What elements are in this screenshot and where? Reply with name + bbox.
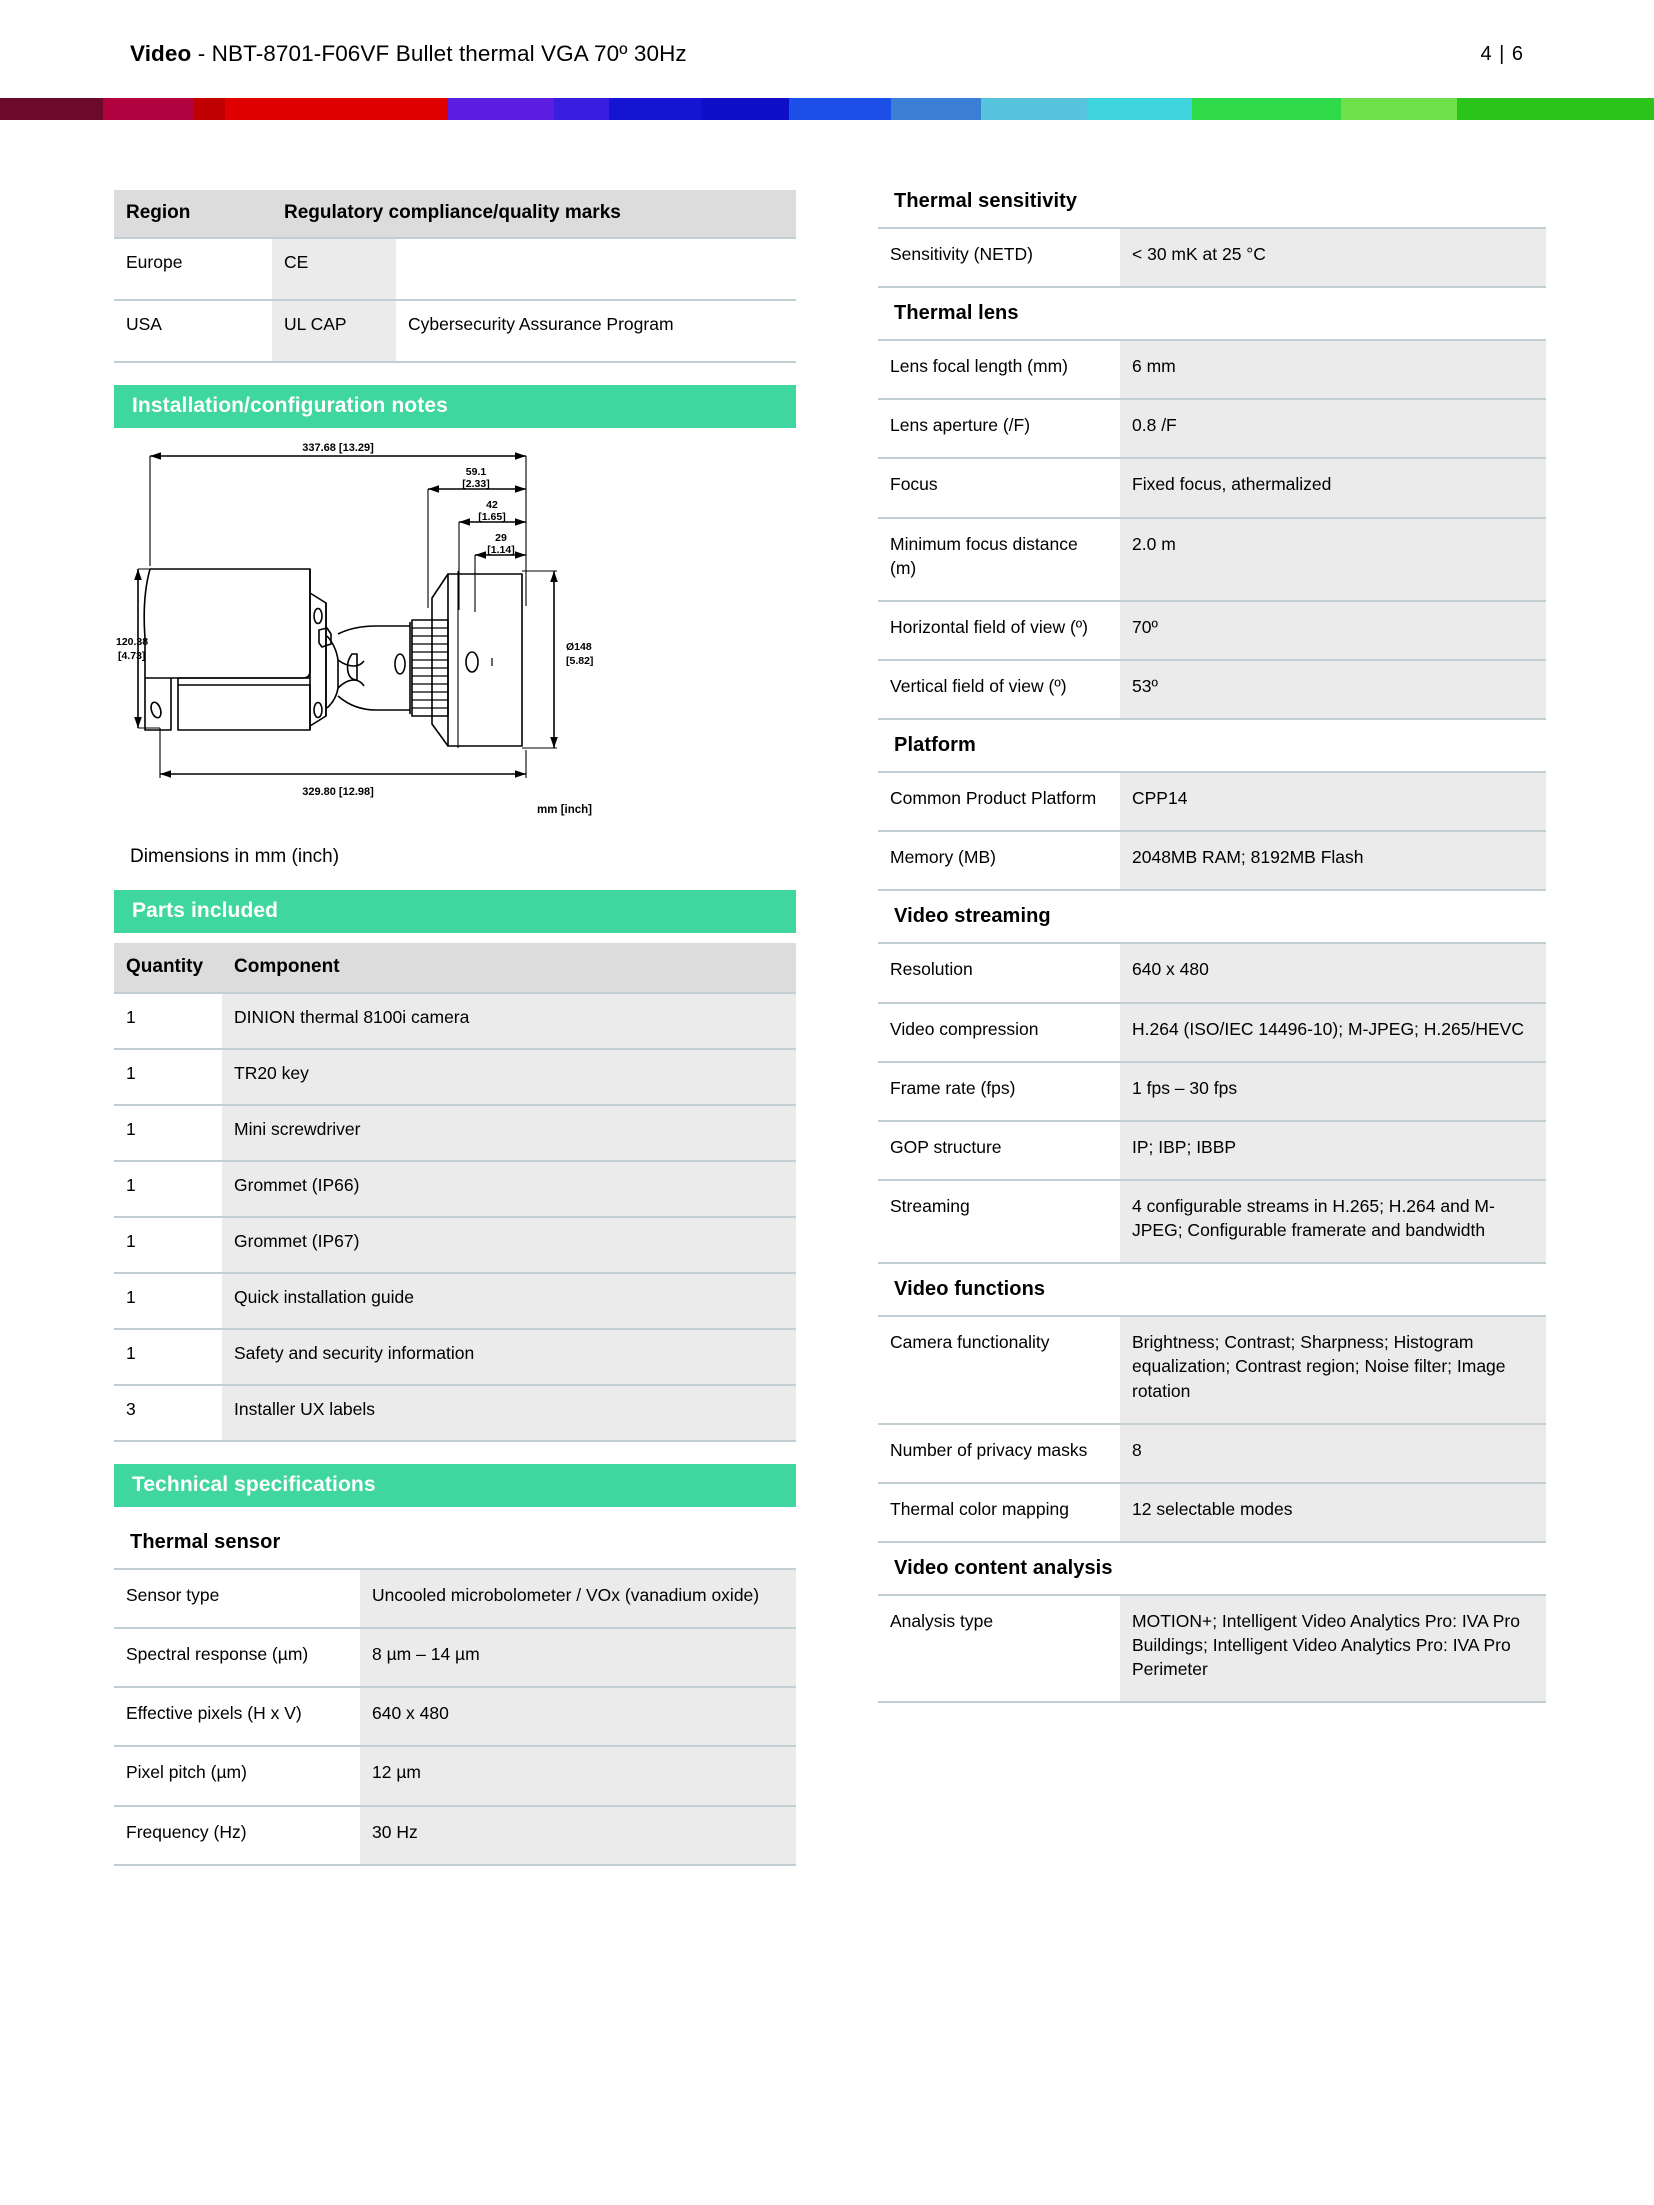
cell-quantity: 1 bbox=[114, 1161, 222, 1217]
table-row bbox=[114, 1217, 796, 1273]
dim-bottom-label: 329.80 [12.98] bbox=[302, 786, 374, 798]
spec-label: Common Product Platform bbox=[878, 772, 1120, 831]
cell-mark: CE bbox=[272, 238, 396, 300]
spec-value: 8 µm – 14 µm bbox=[360, 1628, 796, 1687]
page-title-rest: - NBT-8701-F06VF Bullet thermal VGA 70º 30Hz bbox=[191, 41, 687, 66]
dim-left-label-2: [4.73] bbox=[118, 650, 146, 662]
cell-region: USA bbox=[114, 300, 272, 362]
spec-value: 0.8 /F bbox=[1120, 399, 1546, 458]
cell-quantity: 3 bbox=[114, 1385, 222, 1441]
spec-value: 640 x 480 bbox=[1120, 943, 1546, 1002]
table-row bbox=[114, 1746, 796, 1805]
table-header-row bbox=[114, 190, 796, 238]
spec-value: 1 fps – 30 fps bbox=[1120, 1062, 1546, 1121]
table-row bbox=[114, 1385, 796, 1441]
table-row bbox=[114, 1569, 796, 1628]
section-banner-parts: Parts included bbox=[114, 890, 796, 933]
spec-value: 2.0 m bbox=[1120, 518, 1546, 601]
spec-label: Streaming bbox=[878, 1180, 1120, 1263]
table-row bbox=[878, 1062, 1546, 1121]
spec-label: Spectral response (µm) bbox=[114, 1628, 360, 1687]
cell-component: Mini screwdriver bbox=[222, 1105, 796, 1161]
col-header-region: Region bbox=[114, 190, 272, 238]
spec-label: Lens aperture (/F) bbox=[878, 399, 1120, 458]
subheading-thermal-sensor: Thermal sensor bbox=[130, 1531, 281, 1553]
table-row bbox=[878, 399, 1546, 458]
spec-value: H.264 (ISO/IEC 14496-10); M-JPEG; H.265/HEVC bbox=[1120, 1003, 1546, 1062]
table-row bbox=[878, 831, 1546, 890]
camera-dimension-drawing bbox=[114, 438, 796, 828]
spec-label: Video compression bbox=[878, 1003, 1120, 1062]
thermal-sensor-table bbox=[114, 1568, 796, 1866]
spec-value: 70º bbox=[1120, 601, 1546, 660]
spec-label: Lens focal length (mm) bbox=[878, 340, 1120, 399]
cell-component: Installer UX labels bbox=[222, 1385, 796, 1441]
table-row bbox=[114, 1628, 796, 1687]
table-row bbox=[878, 1316, 1546, 1423]
video-content-analysis-table bbox=[878, 1594, 1546, 1703]
parts-included-table bbox=[114, 943, 796, 1442]
thermal-lens-table bbox=[878, 339, 1546, 720]
platform-table bbox=[878, 771, 1546, 891]
table-header-row bbox=[114, 943, 796, 993]
cell-component: Grommet (IP66) bbox=[222, 1161, 796, 1217]
spec-label: Resolution bbox=[878, 943, 1120, 1002]
subheading-platform: Platform bbox=[894, 734, 976, 757]
spec-value: Fixed focus, athermalized bbox=[1120, 458, 1546, 517]
table-row bbox=[878, 772, 1546, 831]
dim-c-label-2: [1.14] bbox=[487, 544, 515, 556]
table-row bbox=[878, 1121, 1546, 1180]
dim-b-label-1: 42 bbox=[486, 499, 498, 511]
dim-right-label-1: Ø148 bbox=[566, 641, 592, 653]
spec-label: Focus bbox=[878, 458, 1120, 517]
cell-component: DINION thermal 8100i camera bbox=[222, 993, 796, 1049]
spec-label: Sensor type bbox=[114, 1569, 360, 1628]
video-streaming-table bbox=[878, 942, 1546, 1264]
cell-component: Grommet (IP67) bbox=[222, 1217, 796, 1273]
spec-value: CPP14 bbox=[1120, 772, 1546, 831]
right-column bbox=[878, 190, 1546, 1703]
table-row bbox=[114, 238, 796, 300]
table-row bbox=[878, 228, 1546, 287]
dim-a-label-2: [2.33] bbox=[462, 478, 490, 490]
spec-label: Minimum focus distance (m) bbox=[878, 518, 1120, 601]
spec-label: Horizontal field of view (º) bbox=[878, 601, 1120, 660]
spec-value: 30 Hz bbox=[360, 1806, 796, 1865]
table-row bbox=[878, 1424, 1546, 1483]
dim-top-label: 337.68 [13.29] bbox=[302, 442, 374, 454]
dim-c-label-1: 29 bbox=[495, 532, 507, 544]
left-column bbox=[114, 190, 796, 1866]
table-row bbox=[114, 1105, 796, 1161]
spec-label: Pixel pitch (µm) bbox=[114, 1746, 360, 1805]
camera-outline-drawing-svg bbox=[114, 438, 796, 828]
subheading-thermal-lens: Thermal lens bbox=[894, 302, 1019, 325]
cell-description: Cybersecurity Assurance Program bbox=[396, 300, 796, 362]
dim-units-label: mm [inch] bbox=[537, 804, 592, 816]
table-row bbox=[114, 1806, 796, 1865]
spec-label: Thermal color mapping bbox=[878, 1483, 1120, 1542]
table-row bbox=[878, 660, 1546, 719]
table-row bbox=[114, 1273, 796, 1329]
cell-mark: UL CAP bbox=[272, 300, 396, 362]
cell-component: TR20 key bbox=[222, 1049, 796, 1105]
table-row bbox=[878, 1180, 1546, 1263]
table-row bbox=[878, 1483, 1546, 1542]
cell-quantity: 1 bbox=[114, 1049, 222, 1105]
table-row bbox=[878, 1003, 1546, 1062]
spec-value: Uncooled microbolometer / VOx (vanadium oxide) bbox=[360, 1569, 796, 1628]
cell-quantity: 1 bbox=[114, 1329, 222, 1385]
table-row bbox=[878, 340, 1546, 399]
table-row bbox=[878, 1595, 1546, 1702]
spec-label: Camera functionality bbox=[878, 1316, 1120, 1423]
cell-quantity: 1 bbox=[114, 1217, 222, 1273]
spec-value: MOTION+; Intelligent Video Analytics Pro: IVA Pro Buildings; Intelligent Video Analytics Pro: IVA Pro Perimeter bbox=[1120, 1595, 1546, 1702]
spec-value: 53º bbox=[1120, 660, 1546, 719]
spec-label: Analysis type bbox=[878, 1595, 1120, 1702]
spec-value: < 30 mK at 25 °C bbox=[1120, 228, 1546, 287]
cell-region: Europe bbox=[114, 238, 272, 300]
region-compliance-table bbox=[114, 190, 796, 363]
spec-value: 6 mm bbox=[1120, 340, 1546, 399]
table-row bbox=[878, 458, 1546, 517]
table-row bbox=[878, 518, 1546, 601]
col-header-quantity: Quantity bbox=[114, 943, 222, 993]
cell-component: Quick installation guide bbox=[222, 1273, 796, 1329]
spec-label: GOP structure bbox=[878, 1121, 1120, 1180]
table-row bbox=[114, 1049, 796, 1105]
subheading-thermal-sensitivity: Thermal sensitivity bbox=[894, 190, 1078, 212]
table-row bbox=[878, 943, 1546, 1002]
spec-value: 4 configurable streams in H.265; H.264 and M-JPEG; Configurable framerate and bandwidth bbox=[1120, 1180, 1546, 1263]
table-row bbox=[114, 1329, 796, 1385]
dim-b-label-2: [1.65] bbox=[478, 511, 506, 523]
cell-quantity: 1 bbox=[114, 993, 222, 1049]
dim-a-label-1: 59.1 bbox=[465, 466, 487, 478]
spec-value: 12 selectable modes bbox=[1120, 1483, 1546, 1542]
subheading-video-streaming: Video streaming bbox=[894, 905, 1051, 928]
spec-label: Frequency (Hz) bbox=[114, 1806, 360, 1865]
thermal-sensitivity-table bbox=[878, 227, 1546, 288]
section-banner-installation: Installation/configuration notes bbox=[114, 385, 796, 428]
spec-label: Frame rate (fps) bbox=[878, 1062, 1120, 1121]
spec-value: 12 µm bbox=[360, 1746, 796, 1805]
table-row bbox=[114, 1687, 796, 1746]
spec-value: 640 x 480 bbox=[360, 1687, 796, 1746]
spec-value: Brightness; Contrast; Sharpness; Histogram equalization; Contrast region; Noise filter; Image rotation bbox=[1120, 1316, 1546, 1423]
cell-quantity: 1 bbox=[114, 1105, 222, 1161]
dim-right-label-2: [5.82] bbox=[566, 655, 594, 667]
spec-label: Sensitivity (NETD) bbox=[878, 228, 1120, 287]
subheading-video-functions: Video functions bbox=[894, 1278, 1046, 1301]
cell-description bbox=[396, 238, 796, 300]
spec-value: 2048MB RAM; 8192MB Flash bbox=[1120, 831, 1546, 890]
dim-left-label-1: 120.38 bbox=[116, 636, 149, 648]
spec-label: Effective pixels (H x V) bbox=[114, 1687, 360, 1746]
spec-value: IP; IBP; IBBP bbox=[1120, 1121, 1546, 1180]
page-number: 4 | 6 bbox=[1480, 42, 1524, 65]
dimensions-caption: Dimensions in mm (inch) bbox=[130, 846, 340, 867]
cell-component: Safety and security information bbox=[222, 1329, 796, 1385]
col-header-component: Component bbox=[222, 943, 796, 993]
page-title-bold: Video bbox=[130, 41, 192, 66]
spec-label: Vertical field of view (º) bbox=[878, 660, 1120, 719]
table-row bbox=[114, 993, 796, 1049]
subheading-video-content-analysis: Video content analysis bbox=[894, 1556, 1113, 1579]
table-row bbox=[878, 601, 1546, 660]
col-header-regulatory: Regulatory compliance/quality marks bbox=[272, 190, 796, 238]
spec-value: 8 bbox=[1120, 1424, 1546, 1483]
video-functions-table bbox=[878, 1315, 1546, 1543]
section-banner-technical-specifications: Technical specifications bbox=[114, 1464, 796, 1507]
table-row bbox=[114, 300, 796, 362]
spec-label: Number of privacy masks bbox=[878, 1424, 1120, 1483]
cell-quantity: 1 bbox=[114, 1273, 222, 1329]
table-row bbox=[114, 1161, 796, 1217]
spec-label: Memory (MB) bbox=[878, 831, 1120, 890]
